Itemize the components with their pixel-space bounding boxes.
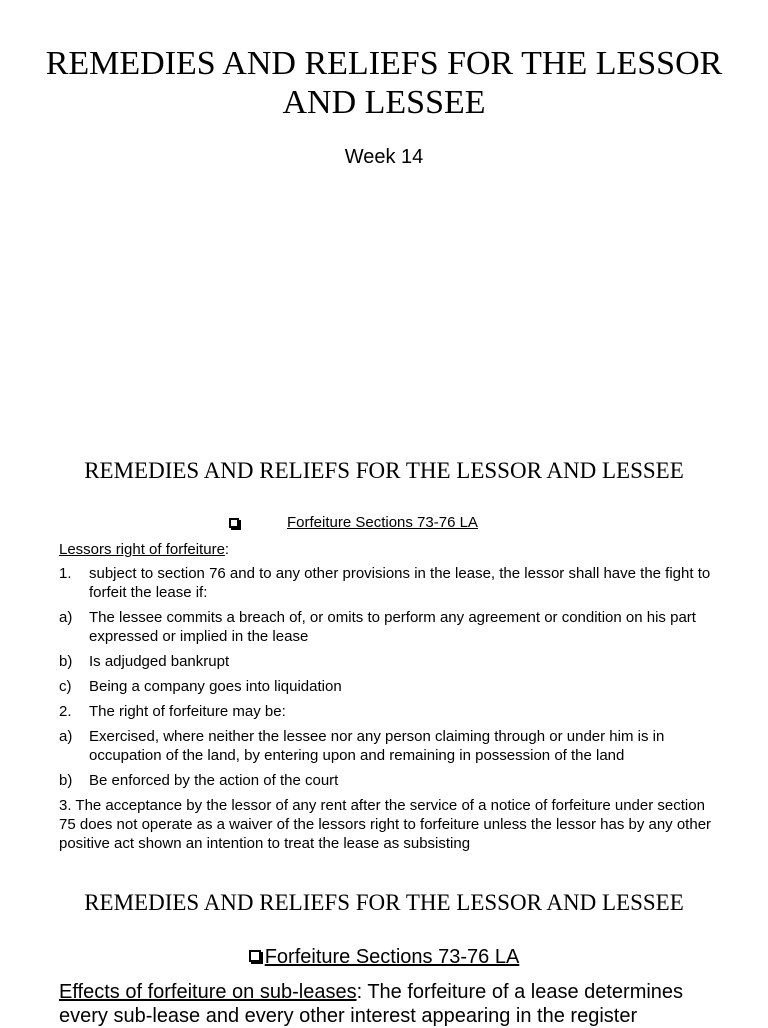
list-marker: b) <box>59 772 73 789</box>
list-item <box>59 677 718 696</box>
sub-lease-text: : The forfeiture of a lease determines every sub-lease and every other interest appearing in the register <box>59 981 684 1027</box>
checkbox-icon <box>229 518 239 528</box>
list-item <box>59 608 718 646</box>
list-marker: a) <box>59 609 73 626</box>
checkbox-icon <box>249 950 261 962</box>
slide1-subtitle: Week 14 <box>344 146 424 168</box>
slide3-section-label: Forfeiture Sections 73-76 LA <box>264 946 520 968</box>
list-marker: b) <box>59 653 73 670</box>
list-item <box>59 702 718 721</box>
sub-lease-slide <box>0 880 768 1027</box>
slide1-title: REMEDIES AND RELIEFS FOR THE LESSOR AND LESSEE <box>45 45 723 121</box>
slide2-section-heading <box>229 514 478 531</box>
forfeiture-heading-suffix: : <box>224 541 230 558</box>
list-marker: c) <box>59 678 72 695</box>
list-text: Being a company goes into liquidation <box>89 678 342 695</box>
slide3-section-heading <box>0 946 768 969</box>
list-item <box>59 771 718 790</box>
list-marker: a) <box>59 728 73 745</box>
slide3-body <box>59 980 728 1028</box>
list-item <box>59 652 718 671</box>
list-text: Is adjudged bankrupt <box>89 653 230 670</box>
slide3-title: REMEDIES AND RELIEFS FOR THE LESSOR AND LESSEE <box>84 890 684 915</box>
forfeiture-slide <box>0 440 768 880</box>
list-marker: 1. <box>59 565 72 582</box>
list-text: The right of forfeiture may be: <box>89 703 286 720</box>
slide2-body <box>59 540 718 853</box>
list-marker: 2. <box>59 703 72 720</box>
forfeiture-heading-underlined: Lessors right of forfeiture <box>59 541 225 558</box>
title-slide <box>0 0 768 440</box>
closing-paragraph: 3. The acceptance by the lessor of any rent after the service of a notice of forfeiture under section 75 does not operate as a waiver of the lessors right to forfeiture unless the lessor has by any other positive act shown an intention to treat the lease as subsisting <box>59 797 712 852</box>
list-text: subject to section 76 and to any other provisions in the lease, the lessor shall have the fight to forfeit the lease if: <box>89 565 711 601</box>
list-text: The lessee commits a breach of, or omits to perform any agreement or condition on his part expressed or implied in the lease <box>89 609 696 645</box>
list-item <box>59 564 718 602</box>
slide2-section-label: Forfeiture Sections 73-76 LA <box>287 514 478 531</box>
list-text: Exercised, where neither the lessee nor any person claiming through or under him is in occupation of the land, by entering upon and remaining in possession of the land <box>89 728 665 764</box>
sub-lease-heading: Effects of forfeiture on sub-leases <box>59 981 357 1003</box>
list-item <box>59 727 718 765</box>
list-text: Be enforced by the action of the court <box>89 772 339 789</box>
slide2-title: REMEDIES AND RELIEFS FOR THE LESSOR AND LESSEE <box>84 458 684 483</box>
forfeiture-heading <box>59 540 718 559</box>
